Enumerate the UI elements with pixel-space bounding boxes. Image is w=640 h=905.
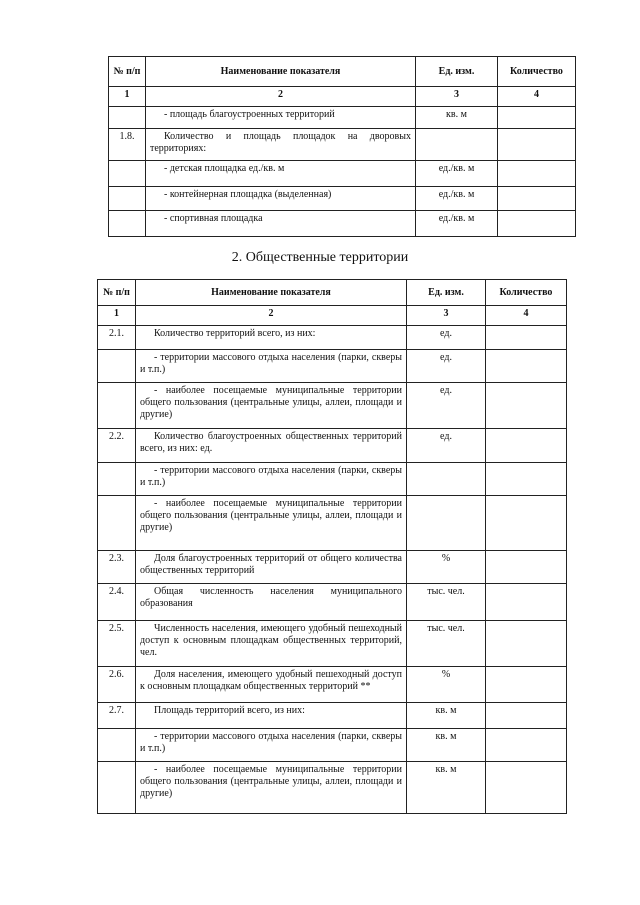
- row-unit: ед./кв. м: [416, 187, 498, 211]
- row-name: Доля населения, имеющего удобный пешеходный доступ к основным площадкам общественных территорий **: [136, 667, 407, 703]
- table-row: [98, 703, 567, 729]
- header-qty: Количество: [498, 57, 576, 87]
- table-row: [98, 326, 567, 350]
- row-qty: [498, 129, 576, 161]
- colnum-3: 3: [416, 87, 498, 107]
- column-number-row: [98, 306, 567, 326]
- row-name: - наиболее посещаемые муниципальные территории общего пользования (центральные улицы, аллеи, площади и другие): [136, 496, 407, 551]
- row-unit: тыс. чел.: [407, 621, 486, 667]
- table-row: [109, 107, 576, 129]
- row-name: Количество территорий всего, из них:: [136, 326, 407, 350]
- indicators-table-obshchestvennye: [97, 279, 567, 814]
- colnum-3: 3: [407, 306, 486, 326]
- table-row: [98, 729, 567, 762]
- row-unit: %: [407, 551, 486, 584]
- row-qty: [498, 211, 576, 237]
- row-unit: ед./кв. м: [416, 211, 498, 237]
- table-row: [109, 211, 576, 237]
- table-row: [109, 129, 576, 161]
- row-name: - детская площадка ед./кв. м: [146, 161, 416, 187]
- header-name: Наименование показателя: [136, 280, 407, 306]
- row-unit: ед./кв. м: [416, 161, 498, 187]
- row-qty: [486, 621, 567, 667]
- section-title: 2. Общественные территории: [231, 250, 409, 265]
- row-unit: кв. м: [416, 107, 498, 129]
- row-unit: ед.: [407, 326, 486, 350]
- row-num: 2.5.: [98, 621, 136, 667]
- row-num: 2.1.: [98, 326, 136, 350]
- colnum-1: 1: [98, 306, 136, 326]
- row-num: [98, 729, 136, 762]
- row-name: Количество благоустроенных общественных территорий всего, из них: ед.: [136, 429, 407, 463]
- colnum-2: 2: [146, 87, 416, 107]
- row-qty: [498, 161, 576, 187]
- table-row: [98, 762, 567, 814]
- header-num: № п/п: [109, 57, 146, 87]
- colnum-4: 4: [498, 87, 576, 107]
- row-num: 1.8.: [109, 129, 146, 161]
- row-num: [98, 463, 136, 496]
- row-num: [109, 107, 146, 129]
- table-row: [98, 621, 567, 667]
- row-qty: [486, 326, 567, 350]
- row-qty: [498, 107, 576, 129]
- row-name: Доля благоустроенных территорий от общего количества общественных территорий: [136, 551, 407, 584]
- header-num: № п/п: [98, 280, 136, 306]
- row-name: - наиболее посещаемые муниципальные территории общего пользования (центральные улицы, аллеи, площади и другие): [136, 762, 407, 814]
- row-unit: кв. м: [407, 703, 486, 729]
- row-qty: [486, 762, 567, 814]
- row-unit: [407, 463, 486, 496]
- row-name: - площадь благоустроенных территорий: [146, 107, 416, 129]
- row-name: Количество и площадь площадок на дворовых территориях:: [146, 129, 416, 161]
- row-name: - наиболее посещаемые муниципальные территории общего пользования (центральные улицы, аллеи, площади и другие): [136, 383, 407, 429]
- row-unit: тыс. чел.: [407, 584, 486, 621]
- table-header-row: [109, 57, 576, 87]
- row-name: Общая численность населения муниципального образования: [136, 584, 407, 621]
- row-unit: %: [407, 667, 486, 703]
- table-row: [109, 187, 576, 211]
- row-qty: [486, 350, 567, 383]
- table-row: [98, 429, 567, 463]
- header-name: Наименование показателя: [146, 57, 416, 87]
- row-num: 2.4.: [98, 584, 136, 621]
- row-qty: [486, 496, 567, 551]
- row-unit: ед.: [407, 429, 486, 463]
- row-unit: ед.: [407, 350, 486, 383]
- table-row: [98, 551, 567, 584]
- colnum-2: 2: [136, 306, 407, 326]
- row-name: - территории массового отдыха населения (парки, скверы и т.п.): [136, 729, 407, 762]
- header-unit: Ед. изм.: [407, 280, 486, 306]
- row-unit: [416, 129, 498, 161]
- row-num: [98, 383, 136, 429]
- row-num: 2.6.: [98, 667, 136, 703]
- row-qty: [486, 463, 567, 496]
- row-name: - спортивная площадка: [146, 211, 416, 237]
- row-unit: ед.: [407, 383, 486, 429]
- table-row: [98, 584, 567, 621]
- table-row: [109, 161, 576, 187]
- colnum-1: 1: [109, 87, 146, 107]
- row-qty: [486, 729, 567, 762]
- header-unit: Ед. изм.: [416, 57, 498, 87]
- table-header-row: [98, 280, 567, 306]
- row-num: 2.2.: [98, 429, 136, 463]
- row-qty: [486, 584, 567, 621]
- row-qty: [486, 429, 567, 463]
- row-name: - территории массового отдыха населения (парки, скверы и т.п.): [136, 463, 407, 496]
- header-qty: Количество: [486, 280, 567, 306]
- row-num: [98, 496, 136, 551]
- row-num: [109, 211, 146, 237]
- row-num: [98, 762, 136, 814]
- row-name: Площадь территорий всего, из них:: [136, 703, 407, 729]
- row-qty: [498, 187, 576, 211]
- table-row: [98, 350, 567, 383]
- row-num: 2.3.: [98, 551, 136, 584]
- column-number-row: [109, 87, 576, 107]
- row-qty: [486, 551, 567, 584]
- row-unit: [407, 496, 486, 551]
- row-unit: кв. м: [407, 729, 486, 762]
- table-row: [98, 496, 567, 551]
- row-qty: [486, 667, 567, 703]
- table-row: [98, 383, 567, 429]
- colnum-4: 4: [486, 306, 567, 326]
- row-num: 2.7.: [98, 703, 136, 729]
- row-num: [109, 161, 146, 187]
- row-name: - контейнерная площадка (выделенная): [146, 187, 416, 211]
- row-name: - территории массового отдыха населения (парки, скверы и т.п.): [136, 350, 407, 383]
- row-unit: кв. м: [407, 762, 486, 814]
- table-row: [98, 667, 567, 703]
- row-num: [98, 350, 136, 383]
- row-qty: [486, 383, 567, 429]
- row-name: Численность населения, имеющего удобный пешеходный доступ к основным площадкам общественных территорий, чел.: [136, 621, 407, 667]
- table-row: [98, 463, 567, 496]
- row-qty: [486, 703, 567, 729]
- indicators-table-dvorovye: [108, 56, 576, 237]
- row-num: [109, 187, 146, 211]
